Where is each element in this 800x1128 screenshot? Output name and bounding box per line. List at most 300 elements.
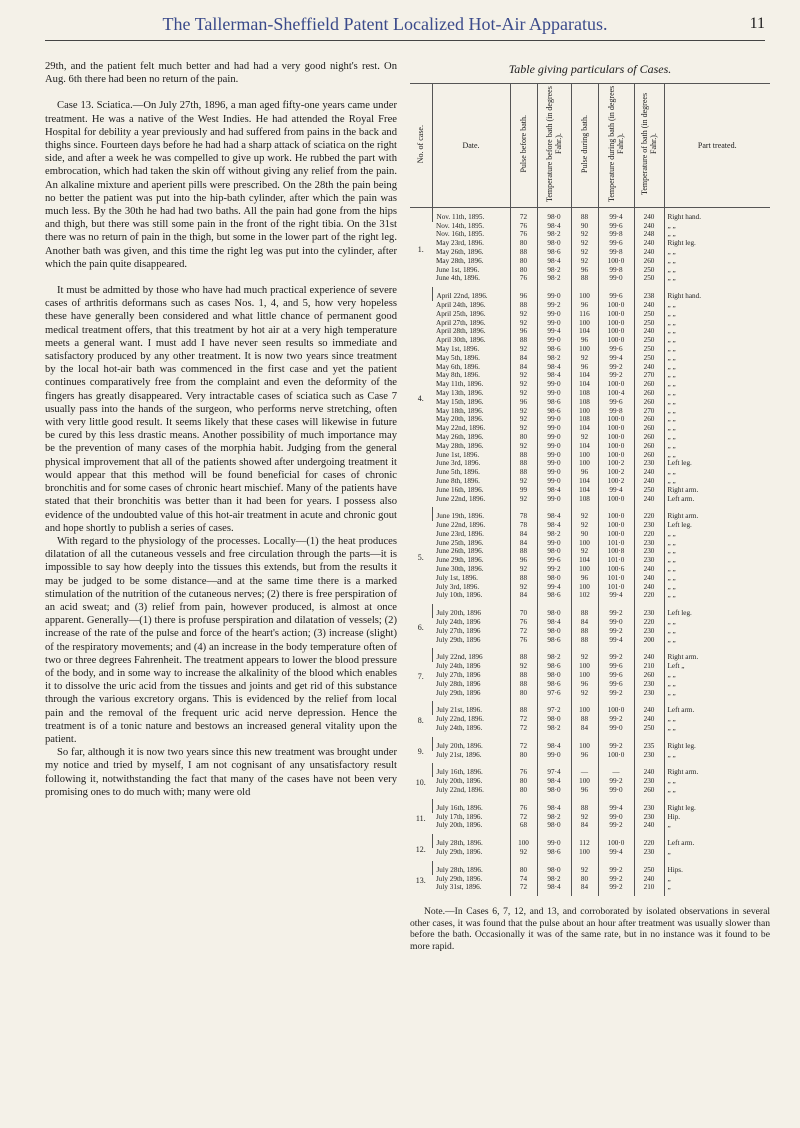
case-number-cell: 13.	[415, 875, 426, 885]
pulse-during-cell: 92	[571, 521, 598, 530]
date-cell: July 29th, 1896.	[436, 874, 483, 883]
date-cell: July 16th, 1896.	[432, 763, 510, 777]
date-cell: May 1st, 1896.	[436, 344, 480, 353]
table-row	[410, 424, 770, 433]
temp-during-cell: 99·0	[598, 813, 634, 822]
pulse-during-cell: 92	[571, 547, 598, 556]
temp-bath-cell: 230	[634, 813, 664, 822]
date-cell: April 27th, 1896.	[436, 318, 486, 327]
temp-before-cell: 99·0	[537, 415, 571, 424]
temp-during-cell: 99·8	[598, 266, 634, 275]
pulse-during-cell: 92	[571, 239, 598, 248]
part-treated-cell: „ „	[664, 319, 770, 328]
temp-during-cell: 99·6	[598, 398, 634, 407]
pulse-before-cell: 76	[510, 222, 537, 231]
pulse-during-cell: 80	[571, 875, 598, 884]
part-treated-cell: „ „	[664, 442, 770, 451]
pulse-during-cell: 104	[571, 486, 598, 495]
pulse-before-cell: 72	[510, 883, 537, 896]
temp-during-cell: 100·0	[598, 301, 634, 310]
temp-bath-cell: 230	[634, 627, 664, 636]
temp-before-cell: 98·0	[537, 627, 571, 636]
table-row	[410, 230, 770, 239]
temp-before-cell: 98·0	[537, 671, 571, 680]
temp-bath-cell: 260	[634, 389, 664, 398]
table-row	[410, 345, 770, 354]
temp-during-cell: 100·0	[598, 319, 634, 328]
temp-bath-cell: 240	[634, 327, 664, 336]
date-cell: June 22nd, 1896.	[436, 521, 486, 530]
part-treated-cell: Right arm.	[664, 507, 770, 521]
pulse-before-cell: 92	[510, 310, 537, 319]
pulse-during-cell: 96	[571, 786, 598, 799]
date-cell: July 21st, 1896.	[436, 750, 482, 759]
part-treated-cell: „	[664, 821, 770, 834]
temp-bath-cell: 260	[634, 415, 664, 424]
pulse-during-cell: 100	[571, 701, 598, 715]
temp-bath-cell: 230	[634, 604, 664, 618]
date-cell: June 29th, 1896.	[436, 556, 484, 565]
case-number-cell: 11.	[415, 813, 426, 823]
temp-before-cell: 98·2	[537, 648, 571, 662]
temp-during-cell: 99·2	[598, 777, 634, 786]
table-row	[410, 618, 770, 627]
table-row	[410, 433, 770, 442]
part-treated-cell: „ „	[664, 380, 770, 389]
temp-during-cell: 100·0	[598, 751, 634, 764]
part-treated-cell: Left leg.	[664, 459, 770, 468]
pulse-before-cell: 92	[510, 415, 537, 424]
date-cell: July 21st, 1896.	[432, 701, 510, 715]
date-cell: May 5th, 1896.	[436, 353, 480, 362]
date-cell: May 15th, 1896.	[436, 397, 484, 406]
temp-during-cell: 99·4	[598, 207, 634, 221]
pulse-during-cell: 92	[571, 248, 598, 257]
temp-before-cell: 97·6	[537, 689, 571, 702]
pulse-before-cell: 92	[510, 389, 537, 398]
table-caption: Table giving particulars of Cases.	[508, 62, 672, 76]
pulse-before-cell: 76	[510, 230, 537, 239]
pulse-before-cell: 88	[510, 468, 537, 477]
temp-during-cell: 99·6	[598, 671, 634, 680]
temp-during-cell: 100·0	[598, 380, 634, 389]
temp-before-cell: 99·0	[537, 380, 571, 389]
temp-before-cell: 98·4	[537, 222, 571, 231]
pulse-before-cell: 88	[510, 248, 537, 257]
temp-bath-cell: 235	[634, 737, 664, 751]
part-treated-cell: „ „	[664, 468, 770, 477]
temp-during-cell: 100·2	[598, 477, 634, 486]
pulse-before-cell: 74	[510, 875, 537, 884]
temp-before-cell: 99·6	[537, 556, 571, 565]
table-row	[410, 724, 770, 737]
temp-bath-cell: 250	[634, 486, 664, 495]
temp-before-cell: 98·2	[537, 230, 571, 239]
pulse-during-cell: —	[571, 763, 598, 777]
temp-before-cell: 98·2	[537, 813, 571, 822]
temp-during-cell: 99·2	[598, 821, 634, 834]
date-cell: June 1st, 1896.	[436, 450, 480, 459]
part-treated-cell: „ „	[664, 636, 770, 649]
temp-before-cell: 99·0	[537, 442, 571, 451]
pulse-before-cell: 96	[510, 287, 537, 301]
paragraph-discussion: It must be admitted by those who have had much practical experience of severe cases of arthritis deformans such as cases Nos. 1, 4, and 5, how very hopeless these have generally been considered and what little chance of permanent good medical treatment offers, that this treatment by hot air at a very high temperature meets a general want. I must add I have never seen results so immediate and satisfactory produced by any other treatment. It is now two years since treatment by the local hot-air bath was commenced in the first case and yet the patient continues comparatively free from the complaint and even the deformity of the fingers has greatly disappeared. Very intractable cases of sciatica such as Case 7 usually pass into the hands of the surgeon, who performs nerve stretching, often with very little good result. It seems likely that these cases will likewise in future be cured by this less drastic means. Another possibility of much importance may be the prevention of many cases of the morphia habit. Judging from the general physical improvement that all of the patients showed after undergoing treatment it would appear that this method will be found beneficial for cases of chronic bronchitis and for some cases of chronic heart mischief. Many of the patients have stated that their bronchitis was better than it had been for years. I possess also evidence of the undoubted value of this hot-air treatment in acute and chronic gout and hope shortly to publish a series of cases.	[45, 285, 397, 534]
pulse-before-cell: 92	[510, 371, 537, 380]
pulse-during-cell: 88	[571, 604, 598, 618]
date-cell: April 25th, 1896.	[436, 309, 486, 318]
table-row	[410, 371, 770, 380]
temp-before-cell: 99·4	[537, 327, 571, 336]
date-cell: June 3rd, 1896.	[436, 459, 481, 468]
temp-before-cell: 98·4	[537, 257, 571, 266]
pulse-during-cell: 104	[571, 477, 598, 486]
temp-bath-cell: 240	[634, 477, 664, 486]
temp-bath-cell: 210	[634, 662, 664, 671]
table-row	[410, 848, 770, 861]
temp-before-cell: 98·6	[537, 248, 571, 257]
date-cell: May 18th, 1896.	[436, 406, 484, 415]
part-treated-cell: Right arm.	[664, 486, 770, 495]
temp-bath-cell: 250	[634, 310, 664, 319]
date-cell: July 20th, 1896.	[436, 821, 483, 830]
pulse-before-cell: 80	[510, 239, 537, 248]
temp-before-cell: 99·0	[537, 834, 571, 848]
temp-during-cell: 99·2	[598, 737, 634, 751]
table-row	[410, 689, 770, 702]
date-cell: July 31st, 1896.	[436, 883, 482, 892]
temp-during-cell: 101·0	[598, 539, 634, 548]
temp-bath-cell: 230	[634, 680, 664, 689]
case-number-cell: 9.	[417, 747, 424, 757]
date-cell: May 8th, 1896.	[436, 371, 480, 380]
temp-before-cell: 99·0	[537, 751, 571, 764]
table-row	[410, 274, 770, 287]
temp-bath-cell: 230	[634, 539, 664, 548]
part-treated-cell: Hip.	[664, 813, 770, 822]
part-treated-cell: „ „	[664, 327, 770, 336]
temp-bath-cell: 250	[634, 724, 664, 737]
temp-before-cell: 99·2	[537, 565, 571, 574]
part-treated-cell: „ „	[664, 354, 770, 363]
part-treated-cell: Right leg.	[664, 239, 770, 248]
temp-bath-cell: 240	[634, 301, 664, 310]
temp-during-cell: 101·0	[598, 556, 634, 565]
part-treated-cell: „ „	[664, 627, 770, 636]
pulse-before-cell: 72	[510, 715, 537, 724]
temp-bath-cell: 230	[634, 799, 664, 813]
pulse-before-cell: 78	[510, 521, 537, 530]
date-cell: Nov. 16th, 1895.	[436, 230, 485, 239]
temp-bath-cell: 240	[634, 565, 664, 574]
part-treated-cell: Left leg.	[664, 604, 770, 618]
temp-during-cell: 100·0	[598, 701, 634, 715]
date-cell: June 8th, 1896.	[436, 476, 480, 485]
date-cell: July 24th, 1896.	[436, 724, 483, 733]
part-treated-cell: „ „	[664, 424, 770, 433]
temp-before-cell: 98·0	[537, 547, 571, 556]
temp-before-cell: 98·4	[537, 799, 571, 813]
date-cell: July 24th, 1896	[436, 662, 481, 671]
part-treated-cell: „ „	[664, 398, 770, 407]
date-cell: July 20th, 1896	[432, 604, 510, 618]
part-treated-cell: „ „	[664, 565, 770, 574]
temp-during-cell: 100·2	[598, 468, 634, 477]
pulse-during-cell: 92	[571, 813, 598, 822]
table-row	[410, 648, 770, 662]
temp-before-cell: 99·0	[537, 336, 571, 345]
pulse-during-cell: 104	[571, 371, 598, 380]
temp-during-cell: 99·0	[598, 618, 634, 627]
date-cell: May 28th, 1896.	[436, 256, 484, 265]
date-cell: July 17th, 1896.	[436, 812, 483, 821]
temp-during-cell: 99·6	[598, 662, 634, 671]
date-cell: July 10th, 1896.	[436, 591, 483, 600]
temp-bath-cell: 260	[634, 398, 664, 407]
temp-bath-cell: 250	[634, 354, 664, 363]
date-cell: July 1st, 1896.	[436, 573, 478, 582]
part-treated-cell: „ „	[664, 248, 770, 257]
temp-during-cell: 100·0	[598, 424, 634, 433]
temp-before-cell: 98·2	[537, 530, 571, 539]
date-cell: May 22nd, 1896.	[436, 424, 486, 433]
table-row	[410, 861, 770, 875]
temp-bath-cell: 220	[634, 591, 664, 604]
pulse-during-cell: 104	[571, 380, 598, 389]
part-treated-cell: „ „	[664, 363, 770, 372]
part-treated-cell: „ „	[664, 574, 770, 583]
temp-bath-cell: 260	[634, 671, 664, 680]
case-number-cell: 1.	[417, 244, 424, 254]
temp-during-cell: 99·2	[598, 875, 634, 884]
pulse-during-cell: 116	[571, 310, 598, 319]
part-treated-cell: Left arm.	[664, 495, 770, 508]
part-treated-cell: „ „	[664, 556, 770, 565]
pulse-before-cell: 96	[510, 327, 537, 336]
pulse-during-cell: 100	[571, 407, 598, 416]
date-cell: May 6th, 1896.	[436, 362, 480, 371]
table-row	[410, 883, 770, 896]
pulse-during-cell: 96	[571, 751, 598, 764]
table-row	[410, 327, 770, 336]
pulse-before-cell: 88	[510, 648, 537, 662]
pulse-before-cell: 68	[510, 821, 537, 834]
pulse-during-cell: 100	[571, 777, 598, 786]
table-row	[410, 354, 770, 363]
page-number: 11	[749, 15, 765, 32]
temp-during-cell: 101·0	[598, 574, 634, 583]
pulse-during-cell: 92	[571, 230, 598, 239]
pulse-during-cell: 104	[571, 556, 598, 565]
temp-during-cell: 100·0	[598, 442, 634, 451]
pulse-before-cell: 76	[510, 763, 537, 777]
header-pulse-during: Pulse during bath.	[571, 84, 598, 208]
table-row	[410, 834, 770, 848]
temp-bath-cell: 240	[634, 763, 664, 777]
date-cell: July 27th, 1896	[436, 626, 481, 635]
date-cell: July 20th, 1896.	[436, 777, 483, 786]
pulse-before-cell: 88	[510, 459, 537, 468]
paragraph-conclusion: So far, although it is now two years since this new treatment was brought under my notice and tried by myself, I am not cognisant of any unsatisfactory result following it, notwithstanding the fact that many of the cases have not been very promising ones to do much with; many were old	[45, 747, 397, 798]
temp-before-cell: 98·6	[537, 398, 571, 407]
temp-during-cell: 99·2	[598, 861, 634, 875]
temp-before-cell: 99·0	[537, 451, 571, 460]
temp-during-cell: 99·6	[598, 222, 634, 231]
temp-before-cell: 98·6	[537, 407, 571, 416]
temp-before-cell: 98·4	[537, 363, 571, 372]
part-treated-cell: „ „	[664, 433, 770, 442]
pulse-during-cell: 92	[571, 257, 598, 266]
temp-bath-cell: 270	[634, 371, 664, 380]
temp-before-cell: 98·4	[537, 737, 571, 751]
pulse-before-cell: 92	[510, 662, 537, 671]
table-row	[410, 207, 770, 221]
pulse-before-cell: 84	[510, 363, 537, 372]
temp-during-cell: 100·2	[598, 459, 634, 468]
paragraph-continuation: 29th, and the patient felt much better and had had a very good night's rest. On Aug. 6th there had been no return of the pain.	[45, 61, 397, 86]
pulse-before-cell: 88	[510, 547, 537, 556]
temp-bath-cell: 260	[634, 451, 664, 460]
part-treated-cell: Right hand.	[664, 207, 770, 221]
part-treated-cell: „ „	[664, 389, 770, 398]
temp-bath-cell: 240	[634, 648, 664, 662]
part-treated-cell: Hips.	[664, 861, 770, 875]
date-cell: June 1st, 1896.	[436, 265, 480, 274]
pulse-before-cell: 99	[510, 486, 537, 495]
pulse-before-cell: 76	[510, 274, 537, 287]
pulse-during-cell: 104	[571, 327, 598, 336]
header-pulse-before: Pulse before bath.	[510, 84, 537, 208]
temp-before-cell: 98·4	[537, 371, 571, 380]
table-row	[410, 556, 770, 565]
temp-bath-cell: 240	[634, 248, 664, 257]
temp-bath-cell: 230	[634, 689, 664, 702]
temp-during-cell: 100·0	[598, 507, 634, 521]
table-row	[410, 495, 770, 508]
temp-before-cell: 98·2	[537, 354, 571, 363]
date-cell: July 28th, 1896.	[432, 861, 510, 875]
pulse-before-cell: 76	[510, 799, 537, 813]
pulse-during-cell: 108	[571, 415, 598, 424]
temp-before-cell: 99·0	[537, 310, 571, 319]
pulse-during-cell: 88	[571, 636, 598, 649]
temp-bath-cell: 250	[634, 319, 664, 328]
date-cell: July 27th, 1896	[436, 671, 481, 680]
temp-bath-cell: 250	[634, 861, 664, 875]
date-cell: July 16th, 1896.	[432, 799, 510, 813]
pulse-before-cell: 92	[510, 380, 537, 389]
part-treated-cell: „ „	[664, 301, 770, 310]
temp-during-cell: 100·0	[598, 327, 634, 336]
temp-before-cell: 98·6	[537, 636, 571, 649]
table-row	[410, 442, 770, 451]
pulse-during-cell: 88	[571, 715, 598, 724]
temp-before-cell: 99·0	[537, 468, 571, 477]
table-row	[410, 636, 770, 649]
temp-during-cell: 100·0	[598, 433, 634, 442]
temp-during-cell: 99·8	[598, 230, 634, 239]
pulse-during-cell: 100	[571, 583, 598, 592]
pulse-before-cell: 88	[510, 451, 537, 460]
part-treated-cell: „ „	[664, 786, 770, 799]
table-row	[410, 459, 770, 468]
table-row	[410, 627, 770, 636]
pulse-during-cell: 92	[571, 507, 598, 521]
pulse-before-cell: 88	[510, 701, 537, 715]
pulse-before-cell: 72	[510, 207, 537, 221]
part-treated-cell: „ „	[664, 415, 770, 424]
table-row	[410, 222, 770, 231]
pulse-during-cell: 104	[571, 442, 598, 451]
temp-during-cell: 99·2	[598, 627, 634, 636]
date-cell: June 22nd, 1896.	[436, 494, 486, 503]
table-row	[410, 380, 770, 389]
temp-during-cell: 99·4	[598, 636, 634, 649]
pulse-during-cell: 88	[571, 274, 598, 287]
pulse-during-cell: 88	[571, 799, 598, 813]
temp-bath-cell: 240	[634, 821, 664, 834]
temp-bath-cell: 250	[634, 266, 664, 275]
temp-before-cell: 98·0	[537, 715, 571, 724]
part-treated-cell: Right hand.	[664, 287, 770, 301]
temp-bath-cell: 230	[634, 848, 664, 861]
temp-bath-cell: 260	[634, 786, 664, 799]
pulse-before-cell: 80	[510, 861, 537, 875]
pulse-before-cell: 80	[510, 689, 537, 702]
temp-before-cell: 98·6	[537, 848, 571, 861]
date-cell: June 26th, 1896.	[436, 547, 484, 556]
table-row	[410, 671, 770, 680]
table-row	[410, 415, 770, 424]
temp-bath-cell: 230	[634, 751, 664, 764]
temp-during-cell: 99·0	[598, 786, 634, 799]
temp-bath-cell: 260	[634, 380, 664, 389]
table-row	[410, 530, 770, 539]
temp-during-cell: 100·0	[598, 530, 634, 539]
temp-bath-cell: 250	[634, 336, 664, 345]
date-cell: June 5th, 1896.	[436, 468, 480, 477]
date-cell: July 24th, 1896	[436, 618, 481, 627]
temp-before-cell: 99·2	[537, 301, 571, 310]
case-number-cell: 6.	[417, 623, 424, 633]
table-row	[410, 737, 770, 751]
case-number-cell: 12.	[415, 844, 426, 854]
temp-before-cell: 98·6	[537, 591, 571, 604]
temp-bath-cell: 230	[634, 459, 664, 468]
temp-during-cell: 99·8	[598, 248, 634, 257]
table-header-row	[410, 84, 770, 208]
table-row	[410, 763, 770, 777]
table-row	[410, 786, 770, 799]
pulse-during-cell: 100	[571, 459, 598, 468]
part-treated-cell: Right arm.	[664, 763, 770, 777]
temp-bath-cell: 230	[634, 777, 664, 786]
part-treated-cell: „ „	[664, 671, 770, 680]
pulse-before-cell: 80	[510, 786, 537, 799]
header-temp-before: Temperature before bath (in degrees Fahr.).	[537, 84, 571, 208]
pulse-during-cell: 100	[571, 848, 598, 861]
temp-bath-cell: 230	[634, 521, 664, 530]
date-cell: May 11th, 1896.	[436, 380, 484, 389]
table-row	[410, 336, 770, 345]
pulse-before-cell: 80	[510, 751, 537, 764]
pulse-during-cell: 92	[571, 433, 598, 442]
left-column	[45, 60, 397, 799]
pulse-during-cell: 96	[571, 363, 598, 372]
temp-before-cell: 98·6	[537, 345, 571, 354]
table-row	[410, 407, 770, 416]
date-cell: May 23rd, 1896.	[436, 239, 484, 248]
temp-bath-cell: 210	[634, 883, 664, 896]
